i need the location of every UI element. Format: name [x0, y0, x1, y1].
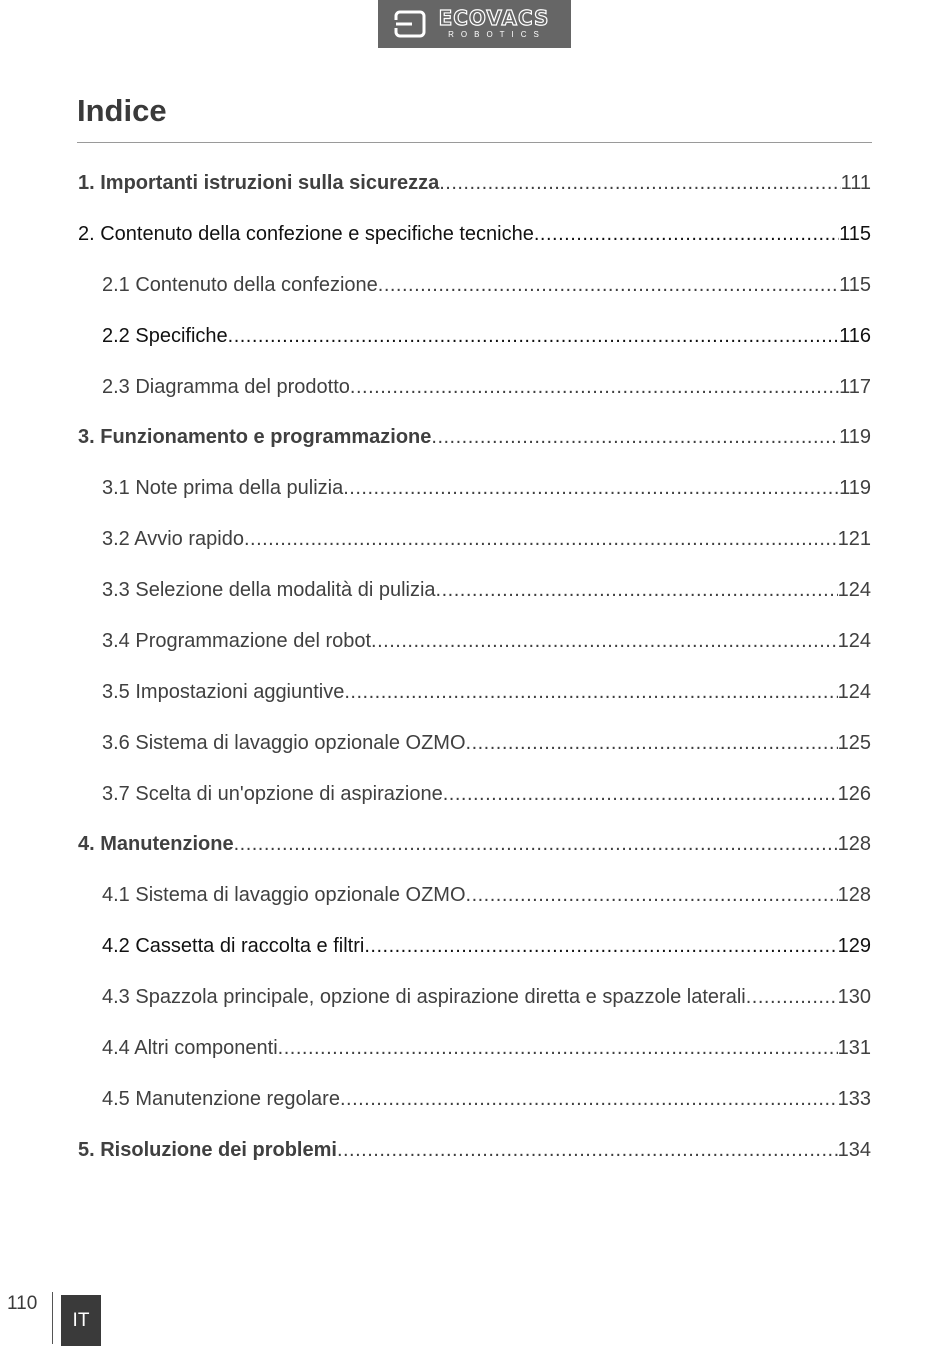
toc-entry-page: 119 [839, 426, 871, 448]
toc-entry-title: 3.7 Scelta di un'opzione di aspirazione [102, 783, 443, 805]
toc-entry[interactable] [102, 882, 871, 908]
toc-entry[interactable] [102, 730, 871, 756]
logo-subtitle: ROBOTICS [448, 30, 546, 39]
toc-entry-title: 4.2 Cassetta di raccolta e filtri [102, 935, 365, 957]
toc-entry-page: 126 [837, 783, 871, 805]
toc-leader-dots [344, 679, 837, 705]
page-number: 110 [7, 1293, 38, 1314]
toc-entry-page: 115 [839, 274, 871, 296]
toc-entry-page: 128 [837, 833, 871, 855]
toc-entry-page: 130 [837, 986, 871, 1008]
toc-entry-page: 134 [837, 1139, 871, 1161]
toc-leader-dots [443, 781, 838, 807]
toc-entry-title: 3.4 Programmazione del robot [102, 630, 372, 652]
toc-entry-title: 2.3 Diagramma del prodotto [102, 376, 350, 398]
toc-entry[interactable] [102, 628, 871, 654]
toc-leader-dots [466, 882, 838, 908]
toc-leader-dots [228, 323, 839, 349]
toc-entry[interactable] [102, 1035, 871, 1061]
toc-entry-page: 124 [837, 681, 871, 703]
toc-entry[interactable] [78, 1137, 871, 1163]
toc-entry[interactable] [102, 526, 871, 552]
toc-entry-page: 119 [839, 477, 871, 499]
toc-entry-page: 128 [837, 884, 871, 906]
toc-entry-title: 2.2 Specifiche [102, 325, 228, 347]
toc-entry[interactable] [78, 221, 871, 247]
toc-entry[interactable] [102, 475, 871, 501]
toc-entry-page: 129 [837, 935, 871, 957]
toc-leader-dots [364, 933, 837, 959]
toc-leader-dots [234, 831, 838, 857]
logo-name: ECOVACS [438, 6, 550, 30]
toc-leader-dots [278, 1035, 838, 1061]
toc-leader-dots [378, 272, 839, 298]
footer-divider [52, 1292, 53, 1344]
toc-entry-title: 4.3 Spazzola principale, opzione di aspirazione diretta e spazzole laterali [102, 986, 746, 1008]
toc-leader-dots [431, 424, 839, 450]
toc-entry-title: 5. Risoluzione dei problemi [78, 1139, 337, 1161]
toc-entry-page: 124 [837, 630, 871, 652]
toc-entry-page: 125 [837, 732, 871, 754]
toc-entry[interactable] [102, 1086, 871, 1112]
toc-entry[interactable] [102, 577, 871, 603]
toc-entry-page: 111 [840, 172, 871, 194]
toc-leader-dots [746, 984, 838, 1010]
toc-entry-title: 4.4 Altri componenti [102, 1037, 278, 1059]
toc-leader-dots [439, 170, 840, 196]
toc-entry[interactable] [102, 781, 871, 807]
toc-entry[interactable] [102, 374, 871, 400]
toc-entry-title: 2. Contenuto della confezione e specifiche tecniche [78, 223, 534, 245]
language-tab: IT [61, 1295, 101, 1346]
toc-leader-dots [436, 577, 838, 603]
toc-entry-title: 2.1 Contenuto della confezione [102, 274, 378, 296]
toc-entry-title: 3.5 Impostazioni aggiuntive [102, 681, 345, 703]
toc-entry-title: 4.5 Manutenzione regolare [102, 1088, 340, 1110]
toc-leader-dots [340, 1086, 838, 1112]
toc-entry[interactable] [78, 831, 871, 857]
toc-leader-dots [350, 374, 839, 400]
toc-entry-title: 3.2 Avvio rapido [102, 528, 244, 550]
toc-entry[interactable] [102, 679, 871, 705]
toc-leader-dots [466, 730, 838, 756]
toc-entry-title: 4. Manutenzione [78, 833, 234, 855]
toc-leader-dots [343, 475, 839, 501]
toc-entry-page: 124 [837, 579, 871, 601]
toc-entry-page: 115 [839, 223, 871, 245]
toc-entry-title: 1. Importanti istruzioni sulla sicurezza [78, 172, 440, 194]
toc-entry[interactable] [78, 170, 871, 196]
toc-entry-page: 131 [837, 1037, 871, 1059]
toc-entry-page: 117 [839, 376, 871, 398]
toc-leader-dots [371, 628, 838, 654]
toc-entry-title: 3.6 Sistema di lavaggio opzionale OZMO [102, 732, 466, 754]
toc-entry[interactable] [102, 984, 871, 1010]
toc-entry-page: 133 [837, 1088, 871, 1110]
toc-entry-title: 3. Funzionamento e programmazione [78, 426, 432, 448]
page-title: Indice [77, 93, 167, 128]
toc-leader-dots [534, 221, 839, 247]
toc-entry-title: 4.1 Sistema di lavaggio opzionale OZMO [102, 884, 466, 906]
toc-entry[interactable] [78, 424, 871, 450]
toc-entry-page: 116 [839, 325, 871, 347]
toc-entry-title: 3.3 Selezione della modalità di pulizia [102, 579, 436, 601]
toc-entry[interactable] [102, 272, 871, 298]
toc-leader-dots [244, 526, 838, 552]
toc-entry[interactable] [102, 933, 871, 959]
toc-entry-page: 121 [837, 528, 871, 550]
toc-entry[interactable] [102, 323, 871, 349]
toc-leader-dots [337, 1137, 838, 1163]
toc-entry-title: 3.1 Note prima della pulizia [102, 477, 344, 499]
